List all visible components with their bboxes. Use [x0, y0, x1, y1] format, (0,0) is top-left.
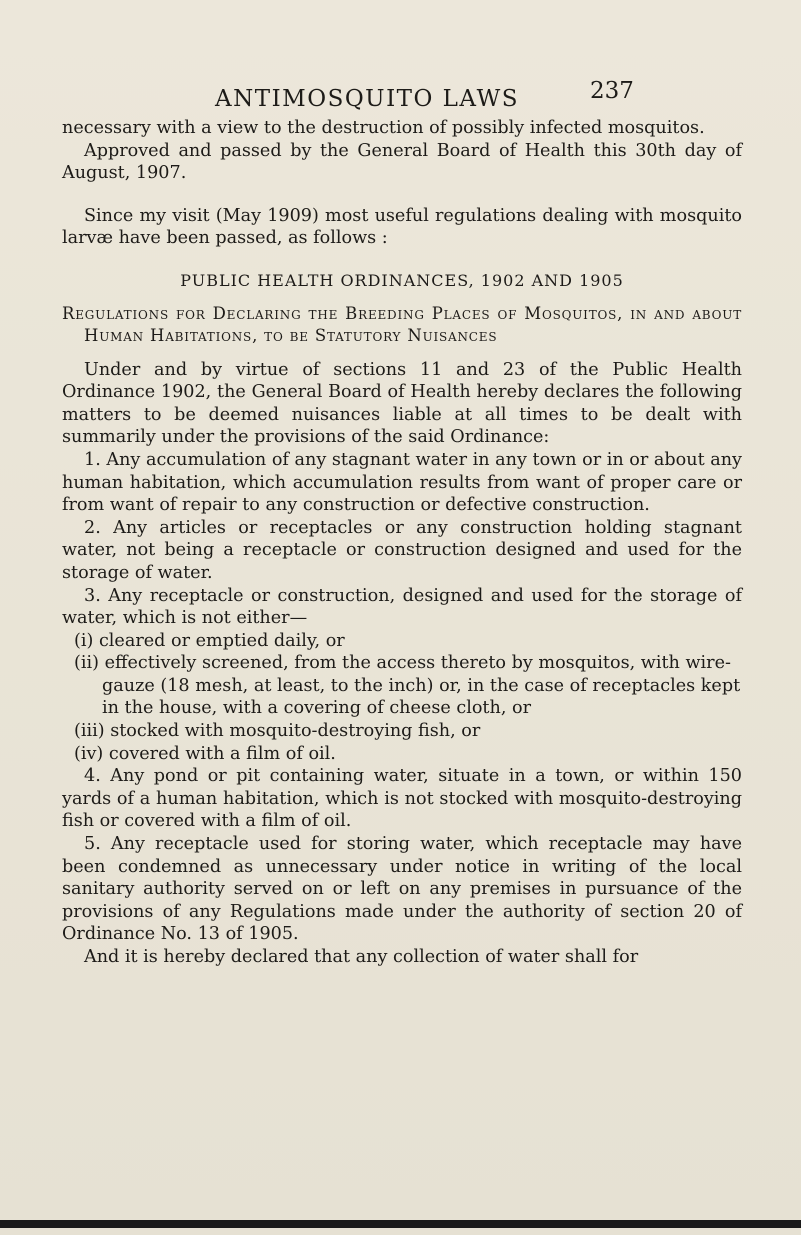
section-subheading: Regulations for Declaring the Breeding Places of Mosquitos, in and about Human Habitations, to be Statutory Nuisances [62, 303, 742, 345]
paragraph-closing: And it is hereby declared that any collection of water shall for [84, 947, 639, 967]
paragraph-continuation: necessary with a view to the destruction of possibly infected mosquitos. [62, 118, 705, 138]
paragraph-preamble: Under and by virtue of sections 11 and 23 of the Public Health Ordinance 1902, the General Board of Health hereby declares the following matters to be deemed nuisances liable at all times to be dealt with summarily under the provisions of the said Ordinance: [62, 359, 742, 448]
sub-item-iii: (iii) stocked with mosquito-destroying fish, or [74, 721, 481, 742]
page-number: 237 [590, 78, 634, 104]
sub-item-i: (i) cleared or emptied daily, or [74, 630, 345, 651]
section-heading: PUBLIC HEALTH ORDINANCES, 1902 AND 1905 [180, 270, 624, 290]
page-body [62, 117, 742, 969]
list-item-3: 3. Any receptacle or construction, designed and used for the storage of water, which is not either— [62, 585, 742, 629]
sub-item-iv: (iv) covered with a film of oil. [74, 743, 336, 764]
scan-bottom-edge [0, 1220, 801, 1228]
paragraph-visit: Since my visit (May 1909) most useful regulations dealing with mosquito larvæ have been passed, as follows : [62, 205, 742, 249]
running-head [0, 78, 801, 120]
sub-item-ii: (ii) effectively screened, from the access thereto by mosquitos, with wire-gauze (18 mesh, at least, to the inch) or, in the case of receptacles kept in the house, with a covering of cheese cloth, or [74, 653, 741, 719]
running-title: ANTIMOSQUITO LAWS [215, 86, 520, 112]
list-item-4: 4. Any pond or pit containing water, situate in a town, or within 150 yards of a human habitation, which is not stocked with mosquito-destroying fish or covered with a film of oil. [62, 766, 742, 832]
paragraph-approval: Approved and passed by the General Board of Health this 30th day of August, 1907. [62, 140, 742, 184]
list-item-5: 5. Any receptacle used for storing water, which receptacle may have been condemned as unnecessary under notice in writing of the local sanitary authority served on or left on any premises in pursuance of the provisions of any Regulations made under the authority of section 20 of Ordinance No. 13 of 1905. [62, 834, 742, 945]
list-item-2: 2. Any articles or receptacles or any construction holding stagnant water, not being a receptacle or construction designed and used for the storage of water. [62, 517, 742, 583]
list-item-1: 1. Any accumulation of any stagnant water in any town or in or about any human habitation, which accumulation results from want of proper care or from want of repair to any construction or defective construction. [62, 449, 742, 516]
